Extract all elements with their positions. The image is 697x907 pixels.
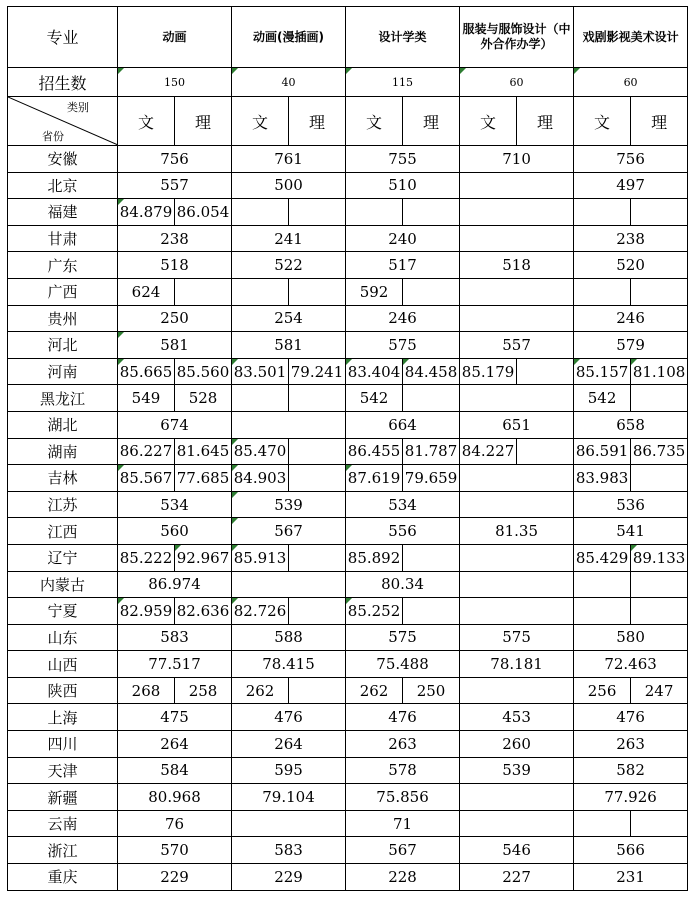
- table-row: [8, 624, 688, 651]
- score-cell: 84.458: [403, 358, 460, 385]
- province-cell: 重庆: [8, 864, 118, 891]
- score-cell: 583: [118, 624, 232, 651]
- province-cell: 贵州: [8, 305, 118, 332]
- major-name: 动画(漫插画): [232, 7, 346, 68]
- score-cell: 755: [346, 146, 460, 173]
- major-name: 动画: [118, 7, 232, 68]
- table-row: [8, 651, 688, 678]
- province-cell: 安徽: [8, 146, 118, 173]
- score-cell: 79.104: [232, 784, 346, 811]
- score-cell: 575: [346, 332, 460, 359]
- score-cell: 80.968: [118, 784, 232, 811]
- score-cell: 86.054: [175, 199, 232, 226]
- score-cell: [574, 571, 631, 598]
- score-cell: 541: [574, 518, 688, 545]
- score-cell: 85.892: [346, 544, 403, 571]
- score-cell: 77.685: [175, 465, 232, 492]
- score-cell: [460, 810, 574, 837]
- score-cell: 556: [346, 518, 460, 545]
- score-cell: [289, 677, 346, 704]
- score-cell: [289, 278, 346, 305]
- score-cell: 82.636: [175, 598, 232, 625]
- score-cell: [460, 465, 574, 492]
- table-row: [8, 358, 688, 385]
- score-cell: 229: [232, 864, 346, 891]
- table-row: [8, 411, 688, 438]
- score-cell: [631, 199, 688, 226]
- li-label: 理: [631, 97, 688, 146]
- table-row: [8, 385, 688, 412]
- score-cell: 82.959: [118, 598, 175, 625]
- table-row: [8, 305, 688, 332]
- score-cell: 78.181: [460, 651, 574, 678]
- score-cell: [403, 544, 460, 571]
- score-cell: [403, 278, 460, 305]
- score-cell: 262: [232, 677, 289, 704]
- category-row: [8, 97, 688, 146]
- score-cell: 453: [460, 704, 574, 731]
- score-cell: 542: [574, 385, 631, 412]
- score-cell: 246: [574, 305, 688, 332]
- score-cell: [346, 199, 403, 226]
- score-cell: [631, 810, 688, 837]
- score-cell: [460, 385, 574, 412]
- table-row: [8, 704, 688, 731]
- score-cell: 84.227: [460, 438, 517, 465]
- score-cell: 238: [574, 225, 688, 252]
- score-cell: 240: [346, 225, 460, 252]
- province-cell: 云南: [8, 810, 118, 837]
- score-cell: 85.567: [118, 465, 175, 492]
- table-row: [8, 571, 688, 598]
- score-cell: 78.415: [232, 651, 346, 678]
- score-cell: 85.429: [574, 544, 631, 571]
- score-cell: [517, 438, 574, 465]
- score-cell: 756: [574, 146, 688, 173]
- province-cell: 江苏: [8, 491, 118, 518]
- score-cell: 592: [346, 278, 403, 305]
- table-row: [8, 757, 688, 784]
- table-row: [8, 465, 688, 492]
- province-cell: 浙江: [8, 837, 118, 864]
- province-cell: 吉林: [8, 465, 118, 492]
- score-cell: 542: [346, 385, 403, 412]
- score-cell: 557: [460, 332, 574, 359]
- score-cell: 263: [346, 731, 460, 758]
- score-cell: 87.619: [346, 465, 403, 492]
- score-cell: [460, 784, 574, 811]
- score-cell: 528: [175, 385, 232, 412]
- score-cell: [631, 598, 688, 625]
- major-name: 戏剧影视美术设计: [574, 7, 688, 68]
- province-cell: 河北: [8, 332, 118, 359]
- score-cell: 84.903: [232, 465, 289, 492]
- score-cell: 510: [346, 172, 460, 199]
- table-row: [8, 438, 688, 465]
- score-cell: [460, 677, 574, 704]
- score-cell: 581: [232, 332, 346, 359]
- score-cell: [232, 199, 289, 226]
- score-cell: 85.157: [574, 358, 631, 385]
- score-cell: 86.735: [631, 438, 688, 465]
- score-cell: [574, 810, 631, 837]
- score-cell: 500: [232, 172, 346, 199]
- table-row: [8, 172, 688, 199]
- score-cell: 231: [574, 864, 688, 891]
- li-label: 理: [289, 97, 346, 146]
- score-cell: 81.108: [631, 358, 688, 385]
- score-cell: [232, 385, 289, 412]
- score-cell: [289, 544, 346, 571]
- score-cell: 522: [232, 252, 346, 279]
- score-cell: [460, 598, 574, 625]
- score-cell: 582: [574, 757, 688, 784]
- province-cell: 广西: [8, 278, 118, 305]
- score-cell: 86.227: [118, 438, 175, 465]
- score-cell: 92.967: [175, 544, 232, 571]
- score-cell: 475: [118, 704, 232, 731]
- score-table: [7, 6, 688, 891]
- province-cell: 山西: [8, 651, 118, 678]
- score-cell: 264: [118, 731, 232, 758]
- score-cell: 588: [232, 624, 346, 651]
- score-cell: 250: [403, 677, 460, 704]
- province-cell: 黑龙江: [8, 385, 118, 412]
- admission-score-sheet: [7, 6, 687, 900]
- score-cell: 497: [574, 172, 688, 199]
- score-cell: 77.926: [574, 784, 688, 811]
- score-cell: 84.879: [118, 199, 175, 226]
- province-cell: 上海: [8, 704, 118, 731]
- score-cell: 557: [118, 172, 232, 199]
- wen-label: 文: [346, 97, 403, 146]
- score-cell: 756: [118, 146, 232, 173]
- province-cell: 广东: [8, 252, 118, 279]
- score-cell: 658: [574, 411, 688, 438]
- province-cell: 北京: [8, 172, 118, 199]
- score-cell: 536: [574, 491, 688, 518]
- score-cell: [574, 199, 631, 226]
- score-cell: 86.591: [574, 438, 631, 465]
- score-cell: [232, 810, 346, 837]
- score-cell: [631, 571, 688, 598]
- province-cell: 江西: [8, 518, 118, 545]
- score-cell: [232, 278, 289, 305]
- score-cell: [460, 305, 574, 332]
- province-cell: 甘肃: [8, 225, 118, 252]
- score-cell: 476: [232, 704, 346, 731]
- score-cell: 86.974: [118, 571, 232, 598]
- score-cell: [460, 225, 574, 252]
- score-cell: [289, 199, 346, 226]
- score-cell: 85.222: [118, 544, 175, 571]
- province-cell: 新疆: [8, 784, 118, 811]
- score-cell: [574, 278, 631, 305]
- score-cell: 518: [460, 252, 574, 279]
- table-row: [8, 518, 688, 545]
- wen-label: 文: [118, 97, 175, 146]
- province-cell: 河南: [8, 358, 118, 385]
- score-cell: 539: [232, 491, 346, 518]
- score-cell: 77.517: [118, 651, 232, 678]
- score-cell: 579: [574, 332, 688, 359]
- score-cell: [460, 491, 574, 518]
- score-cell: 262: [346, 677, 403, 704]
- quota-value: 115: [346, 68, 460, 97]
- li-label: 理: [403, 97, 460, 146]
- table-row: [8, 225, 688, 252]
- score-cell: [289, 598, 346, 625]
- province-cell: 天津: [8, 757, 118, 784]
- score-cell: 85.470: [232, 438, 289, 465]
- province-cell: 宁夏: [8, 598, 118, 625]
- score-cell: 81.787: [403, 438, 460, 465]
- score-cell: 476: [574, 704, 688, 731]
- score-cell: 83.501: [232, 358, 289, 385]
- province-cell: 山东: [8, 624, 118, 651]
- score-cell: [631, 278, 688, 305]
- wen-label: 文: [574, 97, 631, 146]
- score-cell: [403, 199, 460, 226]
- score-cell: [517, 358, 574, 385]
- major-name: 设计学类: [346, 7, 460, 68]
- score-cell: [460, 172, 574, 199]
- score-cell: 264: [232, 731, 346, 758]
- score-cell: [175, 278, 232, 305]
- score-cell: 674: [118, 411, 232, 438]
- score-cell: 595: [232, 757, 346, 784]
- score-cell: 581: [118, 332, 232, 359]
- score-cell: [403, 385, 460, 412]
- score-cell: 575: [346, 624, 460, 651]
- score-cell: 250: [118, 305, 232, 332]
- score-cell: 578: [346, 757, 460, 784]
- province-cell: 四川: [8, 731, 118, 758]
- score-cell: 81.645: [175, 438, 232, 465]
- score-cell: [574, 598, 631, 625]
- table-row: [8, 810, 688, 837]
- score-cell: 241: [232, 225, 346, 252]
- score-cell: 546: [460, 837, 574, 864]
- score-cell: 254: [232, 305, 346, 332]
- wen-label: 文: [232, 97, 289, 146]
- li-label: 理: [175, 97, 232, 146]
- quota-value: 40: [232, 68, 346, 97]
- score-cell: 82.726: [232, 598, 289, 625]
- table-row: [8, 731, 688, 758]
- score-cell: 560: [118, 518, 232, 545]
- score-cell: 268: [118, 677, 175, 704]
- score-cell: 651: [460, 411, 574, 438]
- score-cell: [460, 544, 574, 571]
- table-row: [8, 278, 688, 305]
- score-cell: 567: [232, 518, 346, 545]
- score-cell: 72.463: [574, 651, 688, 678]
- score-cell: 539: [460, 757, 574, 784]
- table-row: [8, 544, 688, 571]
- score-cell: [460, 278, 574, 305]
- score-cell: 85.252: [346, 598, 403, 625]
- province-cell: 辽宁: [8, 544, 118, 571]
- table-row: [8, 864, 688, 891]
- score-cell: 584: [118, 757, 232, 784]
- table-row: [8, 837, 688, 864]
- score-cell: 80.34: [346, 571, 460, 598]
- score-cell: 227: [460, 864, 574, 891]
- province-label: 省份: [42, 130, 64, 143]
- score-cell: 228: [346, 864, 460, 891]
- table-row: [8, 491, 688, 518]
- province-cell: 湖北: [8, 411, 118, 438]
- score-cell: 229: [118, 864, 232, 891]
- score-cell: 238: [118, 225, 232, 252]
- major-name: 服装与服饰设计（中外合作办学）: [460, 7, 574, 68]
- score-cell: 664: [346, 411, 460, 438]
- score-cell: [232, 411, 346, 438]
- score-cell: 580: [574, 624, 688, 651]
- score-cell: [289, 385, 346, 412]
- score-cell: 83.404: [346, 358, 403, 385]
- wen-label: 文: [460, 97, 517, 146]
- score-cell: 81.35: [460, 518, 574, 545]
- score-cell: 76: [118, 810, 232, 837]
- score-cell: 85.665: [118, 358, 175, 385]
- score-cell: [289, 465, 346, 492]
- score-cell: [403, 598, 460, 625]
- score-cell: 247: [631, 677, 688, 704]
- province-cell: 福建: [8, 199, 118, 226]
- score-cell: 256: [574, 677, 631, 704]
- table-row: [8, 199, 688, 226]
- quota-value: 150: [118, 68, 232, 97]
- quota-label: 招生数: [8, 68, 118, 97]
- score-cell: 86.455: [346, 438, 403, 465]
- li-label: 理: [517, 97, 574, 146]
- score-cell: 567: [346, 837, 460, 864]
- table-row: [8, 598, 688, 625]
- score-cell: 79.659: [403, 465, 460, 492]
- table-row: [8, 146, 688, 173]
- score-cell: 83.983: [574, 465, 631, 492]
- table-row: [8, 252, 688, 279]
- diagonal-header-cell: [8, 97, 118, 146]
- major-label: 专业: [8, 7, 118, 68]
- score-cell: 263: [574, 731, 688, 758]
- score-cell: [460, 199, 574, 226]
- score-cell: [289, 438, 346, 465]
- score-cell: 518: [118, 252, 232, 279]
- category-label: 类别: [67, 101, 89, 114]
- score-cell: 260: [460, 731, 574, 758]
- province-cell: 内蒙古: [8, 571, 118, 598]
- score-cell: 710: [460, 146, 574, 173]
- score-cell: 517: [346, 252, 460, 279]
- score-cell: 71: [346, 810, 460, 837]
- quota-row: [8, 68, 688, 97]
- score-cell: [232, 571, 346, 598]
- score-cell: 566: [574, 837, 688, 864]
- score-cell: 85.179: [460, 358, 517, 385]
- province-cell: 湖南: [8, 438, 118, 465]
- score-cell: 75.488: [346, 651, 460, 678]
- score-cell: 258: [175, 677, 232, 704]
- score-cell: 476: [346, 704, 460, 731]
- score-cell: 85.913: [232, 544, 289, 571]
- quota-value: 60: [460, 68, 574, 97]
- score-cell: 246: [346, 305, 460, 332]
- score-cell: [631, 465, 688, 492]
- score-cell: 520: [574, 252, 688, 279]
- province-cell: 陕西: [8, 677, 118, 704]
- score-cell: [631, 385, 688, 412]
- score-cell: 75.856: [346, 784, 460, 811]
- score-cell: 89.133: [631, 544, 688, 571]
- major-header-row: [8, 7, 688, 68]
- score-cell: 549: [118, 385, 175, 412]
- table-row: [8, 784, 688, 811]
- score-cell: 85.560: [175, 358, 232, 385]
- score-cell: [460, 571, 574, 598]
- score-cell: 79.241: [289, 358, 346, 385]
- score-cell: 624: [118, 278, 175, 305]
- score-cell: 761: [232, 146, 346, 173]
- table-row: [8, 332, 688, 359]
- score-cell: 583: [232, 837, 346, 864]
- table-row: [8, 677, 688, 704]
- score-cell: 534: [346, 491, 460, 518]
- quota-value: 60: [574, 68, 688, 97]
- score-cell: 570: [118, 837, 232, 864]
- score-cell: 534: [118, 491, 232, 518]
- score-cell: 575: [460, 624, 574, 651]
